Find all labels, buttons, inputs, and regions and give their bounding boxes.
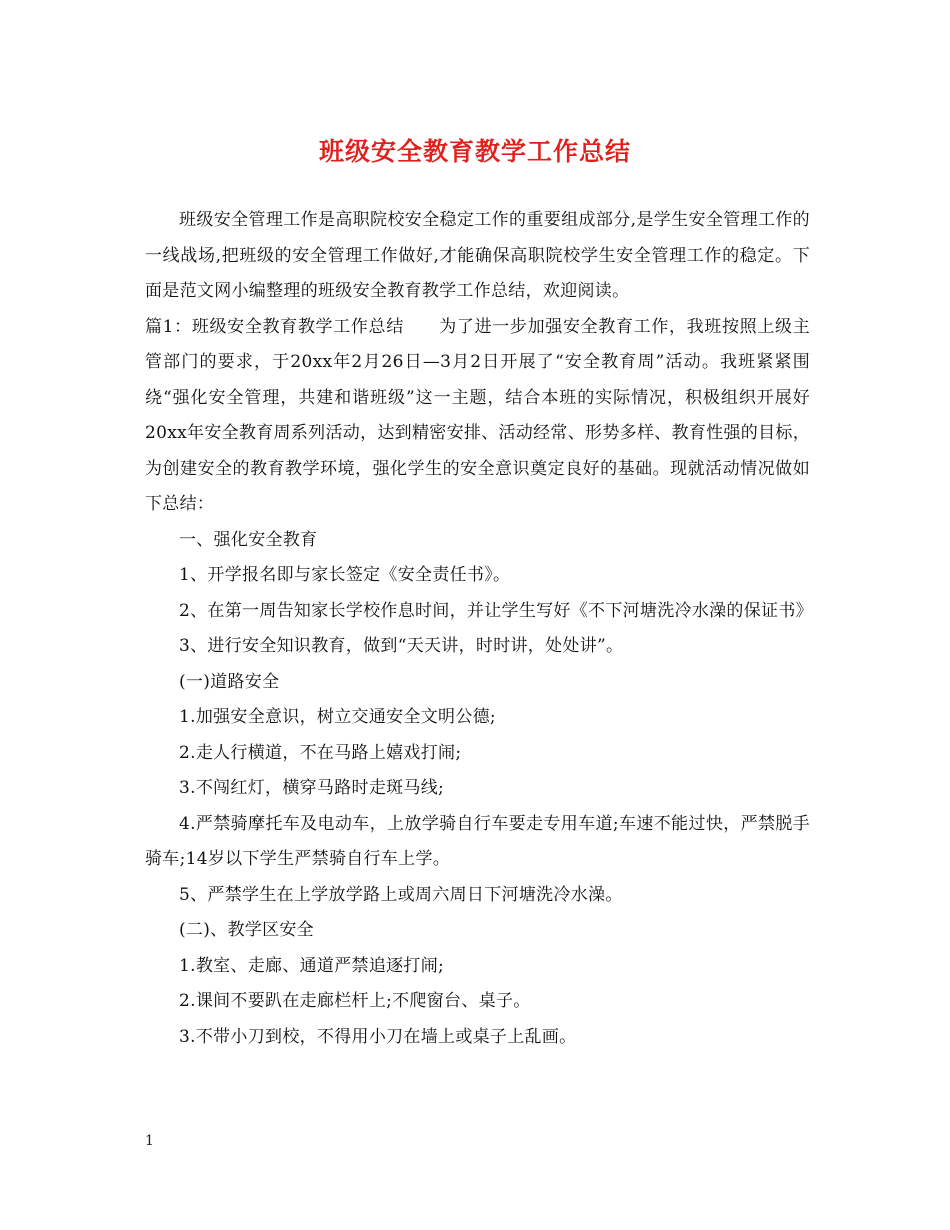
- body-paragraph: 3.不闯红灯，横穿马路时走斑马线;: [179, 778, 445, 798]
- body-paragraph: 班级安全管理工作是高职院校安全稳定工作的重要组成部分,是学生安全管理工作的一线战场,把班级的安全管理工作做好,才能确保高职院校学生安全管理工作的稳定。下面是范文网小编整理的班级安全教育教学工作总结，欢迎阅读。: [145, 210, 810, 301]
- body-paragraph: 2.课间不要趴在走廊栏杆上;不爬窗台、桌子。: [179, 991, 531, 1011]
- body-paragraph: 2、在第一周告知家长学校作息时间，并让学生写好《不下河塘洗冷水澡的保证书》: [179, 600, 813, 621]
- body-paragraph: 3、进行安全知识教育，做到“天天讲，时时讲，处处讲”。: [179, 636, 624, 656]
- body-paragraph: 篇1：班级安全教育教学工作总结 为了进一步加强安全教育工作，我班按照上级主管部门的要求，于20xx年2月26日—3月2日开展了“安全教育周”活动。我班紧紧围绕“强化安全管理，共建和谐班级”这一主题，结合本班的实际情况，积极组织开展好20xx年安全教育周系列活动，达到精密安排、活动经常、形势多样、教育性强的目标，为创建安全的教育教学环境，强化学生的安全意识奠定良好的基础。现就活动情况做如下总结：: [145, 316, 810, 514]
- page-title: 班级安全教育教学工作总结: [318, 137, 631, 166]
- body-paragraph: 1.教室、走廊、通道严禁追逐打闹;: [179, 955, 445, 976]
- body-paragraph: 3.不带小刀到校，不得用小刀在墙上或桌子上乱画。: [179, 1026, 577, 1047]
- document-body: [145, 203, 813, 1055]
- page-number: 1: [145, 1133, 154, 1149]
- body-paragraph: 5、严禁学生在上学放学路上或周六周日下河塘洗冷水澡。: [179, 884, 623, 905]
- body-paragraph: 4.严禁骑摩托车及电动车，上放学骑自行车要走专用车道;车速不能过快，严禁脱手骑车;14岁以下学生严禁骑自行车上学。: [145, 813, 810, 869]
- body-paragraph: 1.加强安全意识，树立交通安全文明公德;: [179, 707, 496, 727]
- body-paragraph: (二)、教学区安全: [179, 920, 314, 940]
- body-paragraph: 一、强化安全教育: [179, 529, 318, 550]
- body-paragraph: 2.走人行横道，不在马路上嬉戏打闹;: [179, 742, 462, 763]
- body-paragraph: (一)道路安全: [179, 671, 280, 692]
- body-paragraph: 1、开学报名即与家长签定《安全责任书》。: [179, 565, 511, 585]
